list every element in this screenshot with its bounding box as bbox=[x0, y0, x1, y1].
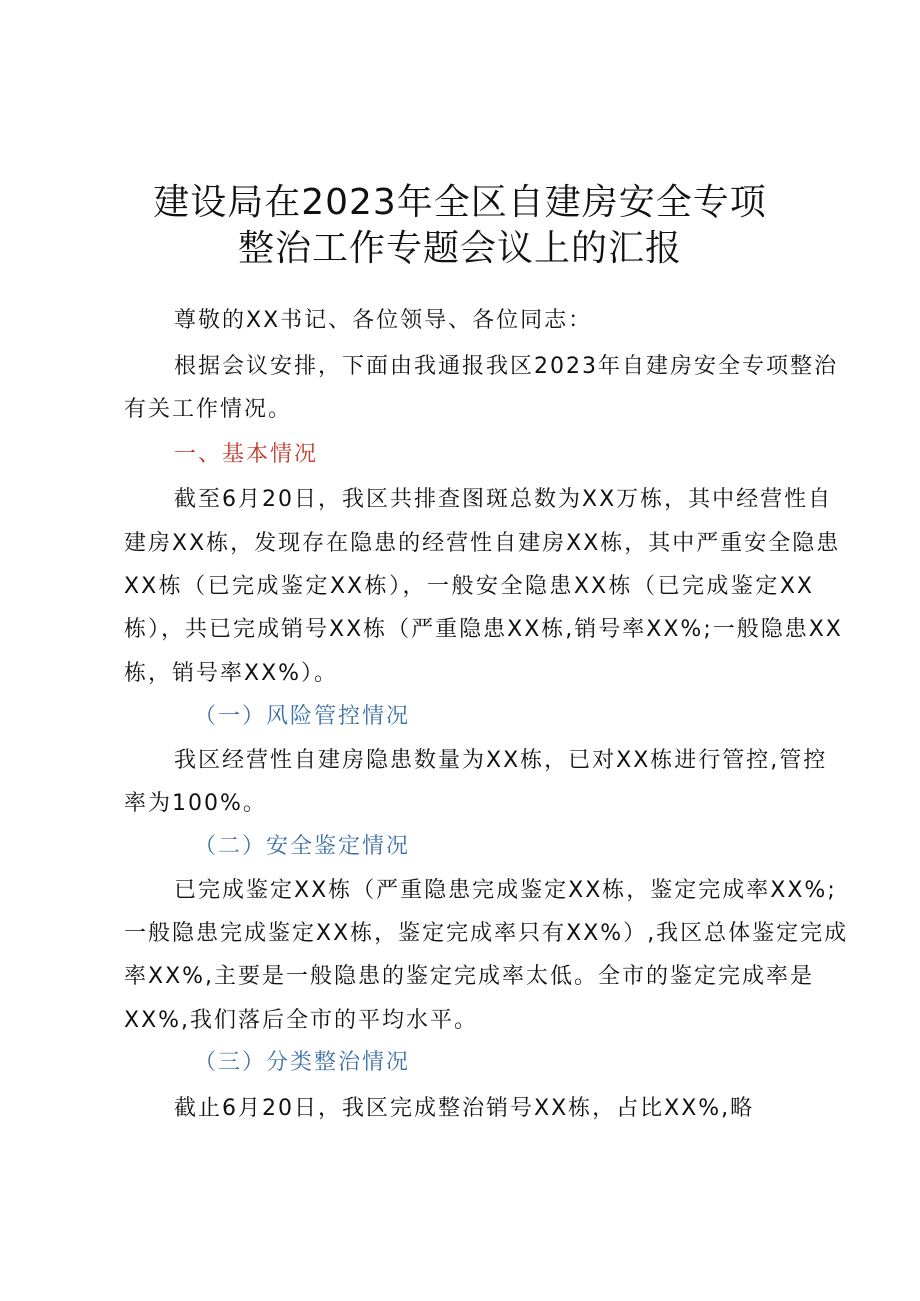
document-title-line-1: 建设局在2023年全区自建房安全专项 bbox=[153, 182, 767, 223]
section1-para-line-4: 栋），共已完成销号XX栋（严重隐患XX栋,销号率XX%;一般隐患XX bbox=[124, 617, 843, 642]
sub2-para-line-4: XX%,我们落后全市的平均水平。 bbox=[124, 1008, 479, 1033]
subsection-heading-risk-control: （一）风险管控情况 bbox=[194, 704, 411, 729]
section1-para-line-3: XX栋（已完成鉴定XX栋），一般安全隐患XX栋（已完成鉴定XX bbox=[124, 574, 814, 599]
sub2-para-line-1: 已完成鉴定XX栋（严重隐患完成鉴定XX栋，鉴定完成率XX%; bbox=[174, 878, 837, 903]
section1-para-line-1: 截至6月20日，我区共排查图斑总数为XX万栋，其中经营性自 bbox=[174, 487, 833, 512]
document-title-line-2: 整治工作专题会议上的汇报 bbox=[237, 228, 682, 269]
greeting: 尊敬的XX书记、各位领导、各位同志： bbox=[174, 308, 593, 333]
sub1-para-line-1: 我区经营性自建房隐患数量为XX栋，已对XX栋进行管控,管控 bbox=[174, 748, 828, 773]
sub2-para-line-2: 一般隐患完成鉴定XX栋，鉴定完成率只有XX%）,我区总体鉴定完成 bbox=[124, 921, 849, 946]
subsection-heading-classified-rectification: （三）分类整治情况 bbox=[194, 1050, 411, 1075]
subsection-heading-safety-appraisal: （二）安全鉴定情况 bbox=[194, 834, 411, 859]
section-heading-basic: 一、基本情况 bbox=[174, 442, 319, 467]
sub3-para-line-1: 截止6月20日，我区完成整治销号XX栋，占比XX%,略 bbox=[174, 1096, 755, 1121]
intro-line-1: 根据会议安排，下面由我通报我区2023年自建房安全专项整治 bbox=[174, 354, 838, 379]
section1-para-line-5: 栋，销号率XX%）。 bbox=[124, 661, 339, 686]
sub1-para-line-2: 率为100%。 bbox=[124, 791, 267, 816]
section1-para-line-2: 建房XX栋，发现存在隐患的经营性自建房XX栋，其中严重安全隐患 bbox=[124, 531, 841, 556]
intro-line-2: 有关工作情况。 bbox=[124, 397, 293, 422]
sub2-para-line-3: 率XX%,主要是一般隐患的鉴定完成率太低。全市的鉴定完成率是 bbox=[124, 964, 815, 989]
